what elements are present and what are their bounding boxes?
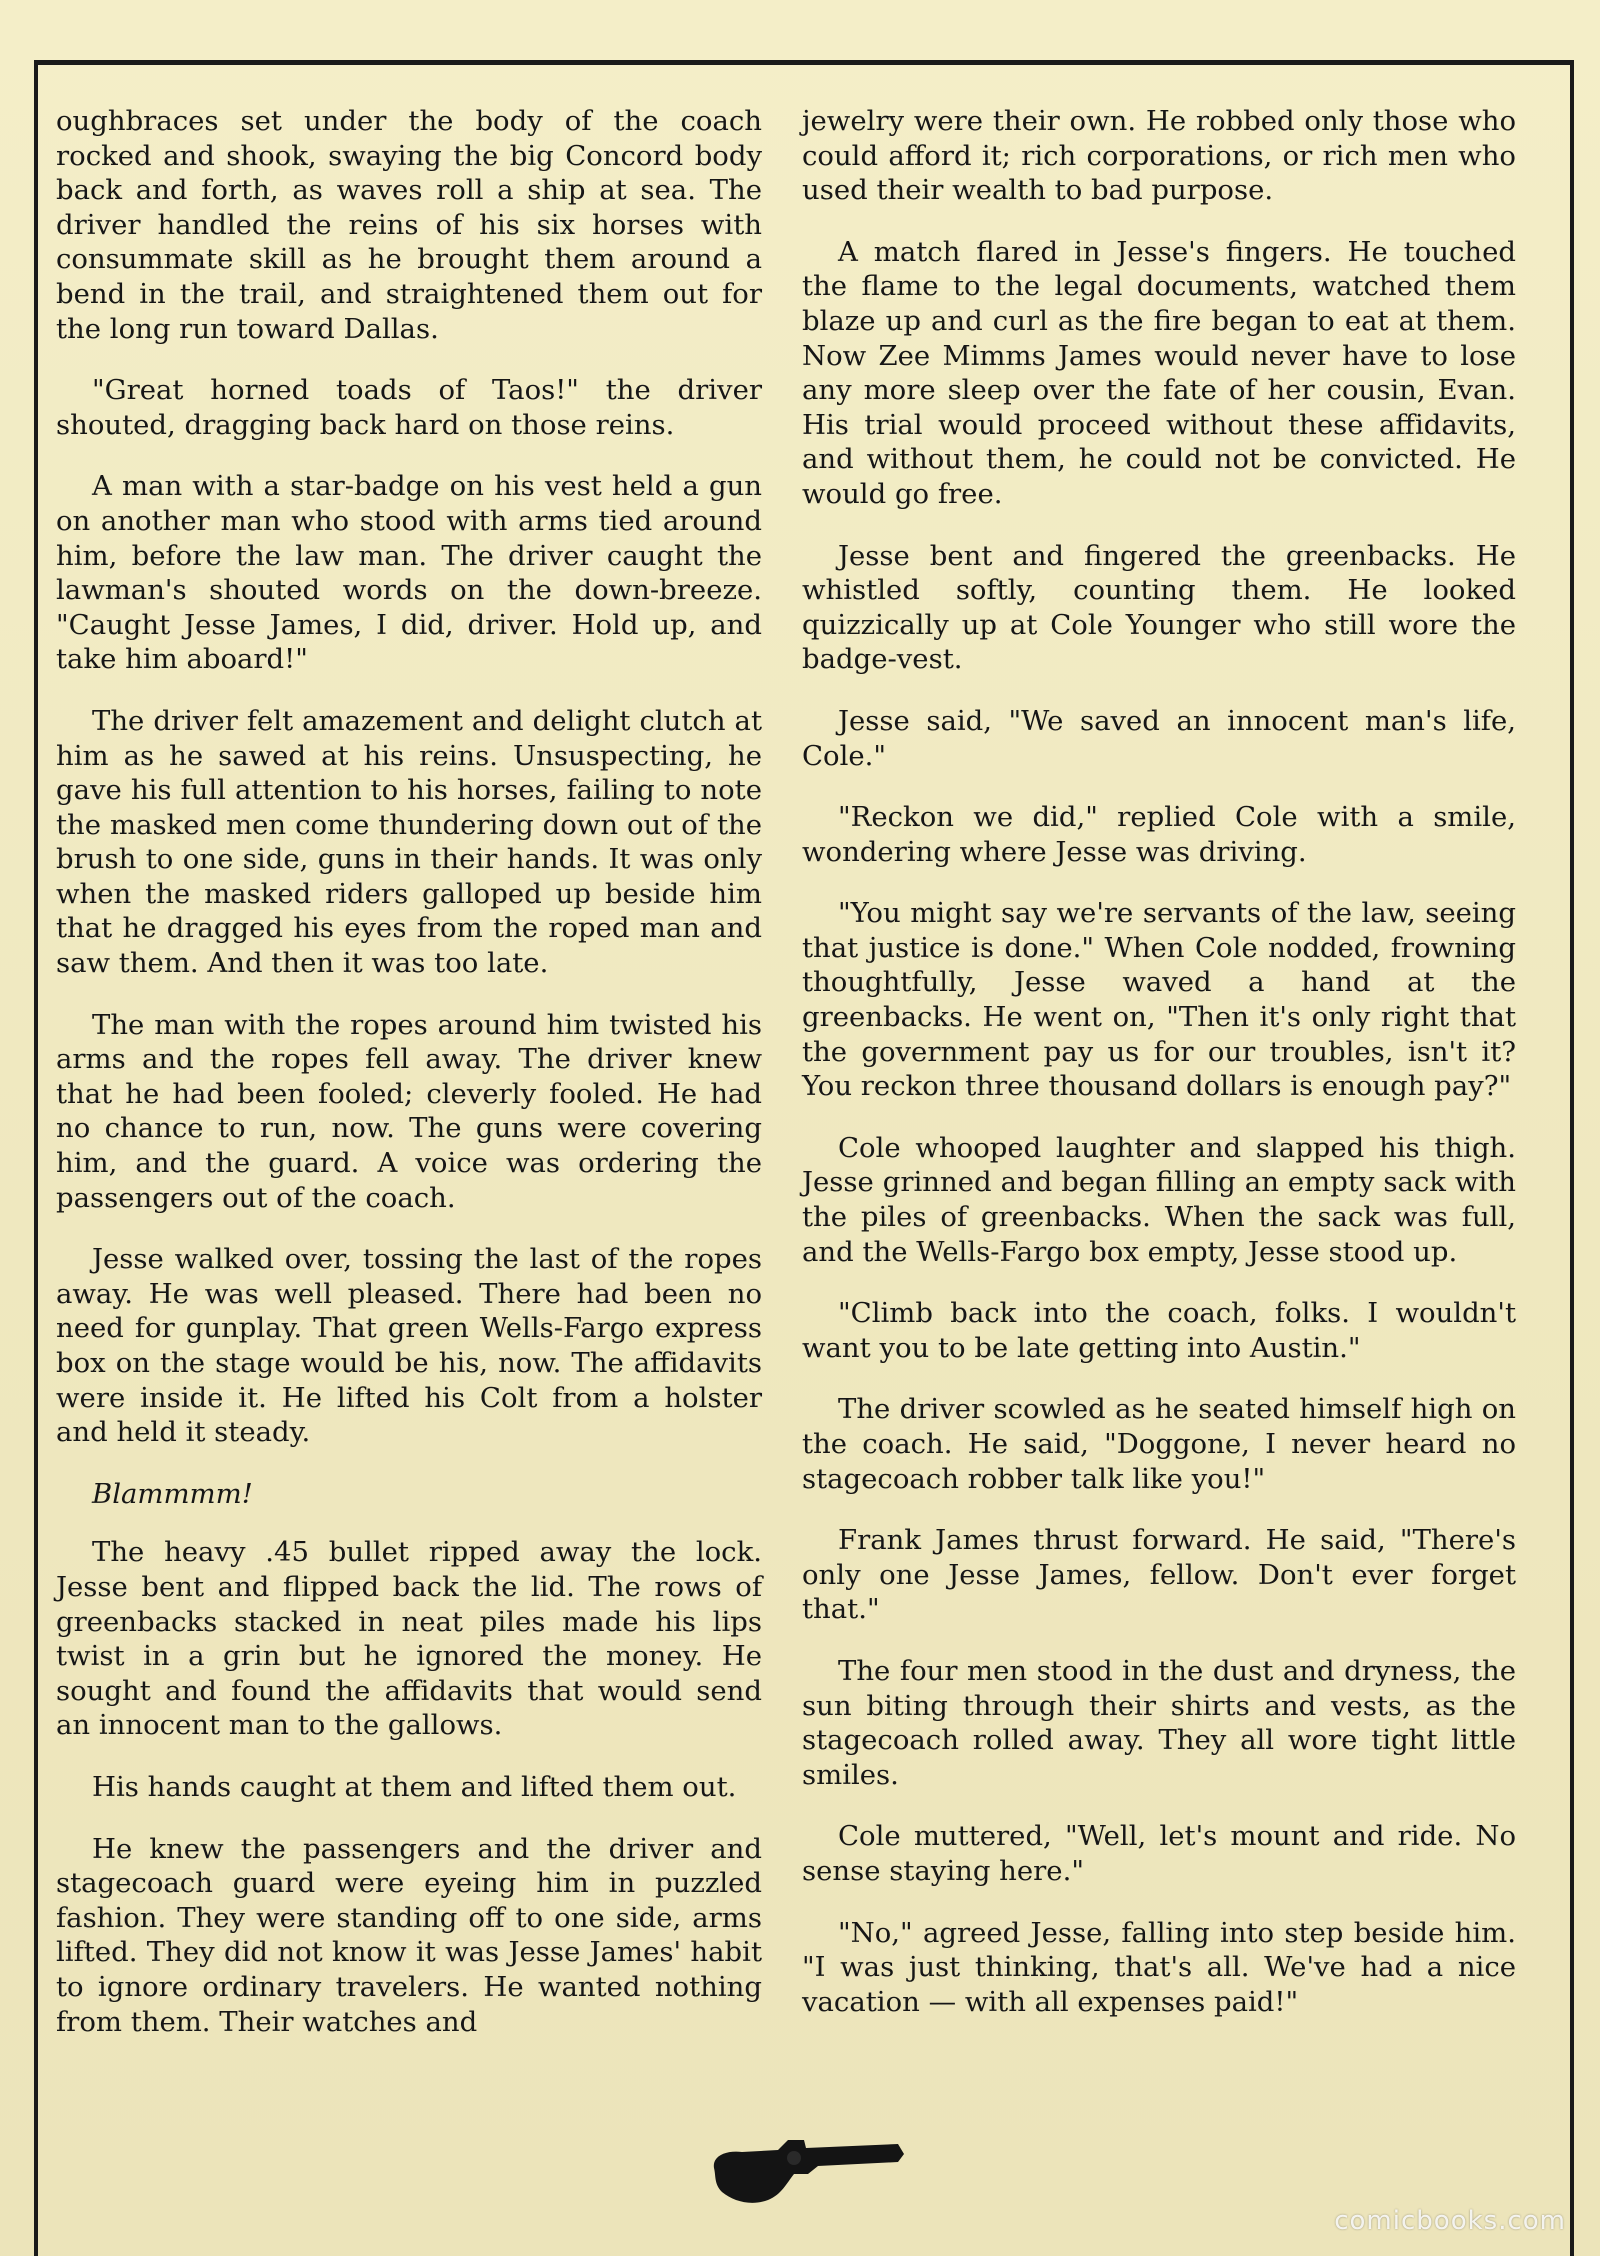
paragraph: The heavy .45 bullet ripped away the lock. Jesse bent and flipped back the lid. The rows of greenbacks stacked in neat piles made his lips twist in a grin but he ignored the money. He sought and found the affidavits that would send an innocent man to the gallows. (56, 1536, 762, 1742)
paragraph: The four men stood in the dust and dryness, the sun biting through their shirts and vests, as the stagecoach rolled away. They all wore tight little smiles. (802, 1654, 1516, 1791)
paragraph: "Great horned toads of Taos!" the driver shouted, dragging back hard on those reins. (56, 374, 762, 441)
paragraph: "No," agreed Jesse, falling into step beside him. "I was just thinking, that's all. We've had a nice vacation — with all expenses paid!" (802, 1916, 1516, 2018)
paragraph: "Climb back into the coach, folks. I wouldn't want you to be late getting into Austin." (802, 1297, 1516, 1364)
paragraph: He knew the passengers and the driver and stagecoach guard were eyeing him in puzzled fashion. They were standing off to one side, arms lifted. They did not know it was Jesse James' habit to ignore ordinary travelers. He wanted nothing from them. Their watches and (56, 1832, 762, 2038)
paragraph: The driver scowled as he seated himself high on the coach. He said, "Doggone, I never heard no stagecoach robber talk like you!" (802, 1393, 1516, 1495)
paragraph: Jesse said, "We saved an innocent man's life, Cole." (802, 704, 1516, 772)
paragraph: "Reckon we did," replied Cole with a smile, wondering where Jesse was driving. (802, 801, 1516, 868)
paragraph: oughbraces set under the body of the coach rocked and shook, swaying the big Concord body back and forth, as waves roll a ship at sea. The driver handled the reins of his six horses with consummate skill as he brought them around a bend in the trail, and straightened them out for the long run toward Dallas. (56, 105, 762, 345)
paragraph: jewelry were their own. He robbed only those who could afford it; rich corporations, or rich men who used their wealth to bad purpose. (802, 105, 1516, 207)
paragraph: Jesse bent and fingered the greenbacks. He whistled softly, counting them. He looked quizzically up at Cole Younger who still wore the badge-vest. (802, 539, 1516, 676)
paragraph: "You might say we're servants of the law, seeing that justice is done." When Cole nodded, frowning thoughtfully, Jesse waved a hand at the greenbacks. He went on, "Then it's only right that the government pay us for our troubles, isn't it? You reckon three thousand dollars is enough pay?" (802, 897, 1516, 1103)
paragraph: Cole whooped laughter and slapped his thigh. Jesse grinned and began filling an empty sack with the piles of greenbacks. When the sack was full, and the Wells-Fargo box empty, Jesse stood up. (802, 1131, 1516, 1268)
paragraph: A man with a star-badge on his vest held a gun on another man who stood with arms tied around him, before the law man. The driver caught the lawman's shouted words on the down-breeze. "Caught Jesse James, I did, driver. Hold up, and take him aboard!" (56, 470, 762, 676)
paragraph: Jesse walked over, tossing the last of the ropes away. He was well pleased. There had been no need for gunplay. That green Wells-Fargo express box on the stage would be his, now. The affidavits were inside it. He lifted his Colt from a holster and held it steady. (56, 1243, 762, 1449)
watermark: comicbooks.com (1334, 2206, 1566, 2236)
sound-effect: Blammmm! (92, 1477, 253, 1510)
revolver-icon (708, 2128, 908, 2208)
paragraph: Cole muttered, "Well, let's mount and ride. No sense staying here." (802, 1820, 1516, 1887)
paragraph: The driver felt amazement and delight clutch at him as he sawed at his reins. Unsuspecting, he gave his full attention to his horses, failing to note the masked men come thundering down out of the brush to one side, guns in their hands. It was only when the masked riders galloped up beside him that he dragged his eyes from the roped man and saw them. And then it was too late. (56, 704, 762, 980)
paragraph: The man with the ropes around him twisted his arms and the ropes fell away. The driver knew that he had been fooled; cleverly fooled. He had no chance to run, now. The guns were covering him, and the guard. A voice was ordering the passengers out of the coach. (56, 1008, 762, 1214)
paragraph: Frank James thrust forward. He said, "There's only one Jesse James, fellow. Don't ever forget that." (802, 1524, 1516, 1626)
left-column (56, 104, 762, 2066)
paragraph: A match flared in Jesse's fingers. He touched the flame to the legal documents, watched them blaze up and curl as the fire began to eat at them. Now Zee Mimms James would never have to lose any more sleep over the fate of her cousin, Evan. His trial would proceed without these affidavits, and without them, he could not be convicted. He would go free. (802, 235, 1516, 510)
paragraph: His hands caught at them and lifted them out. (92, 1770, 737, 1803)
right-column (802, 104, 1516, 2046)
